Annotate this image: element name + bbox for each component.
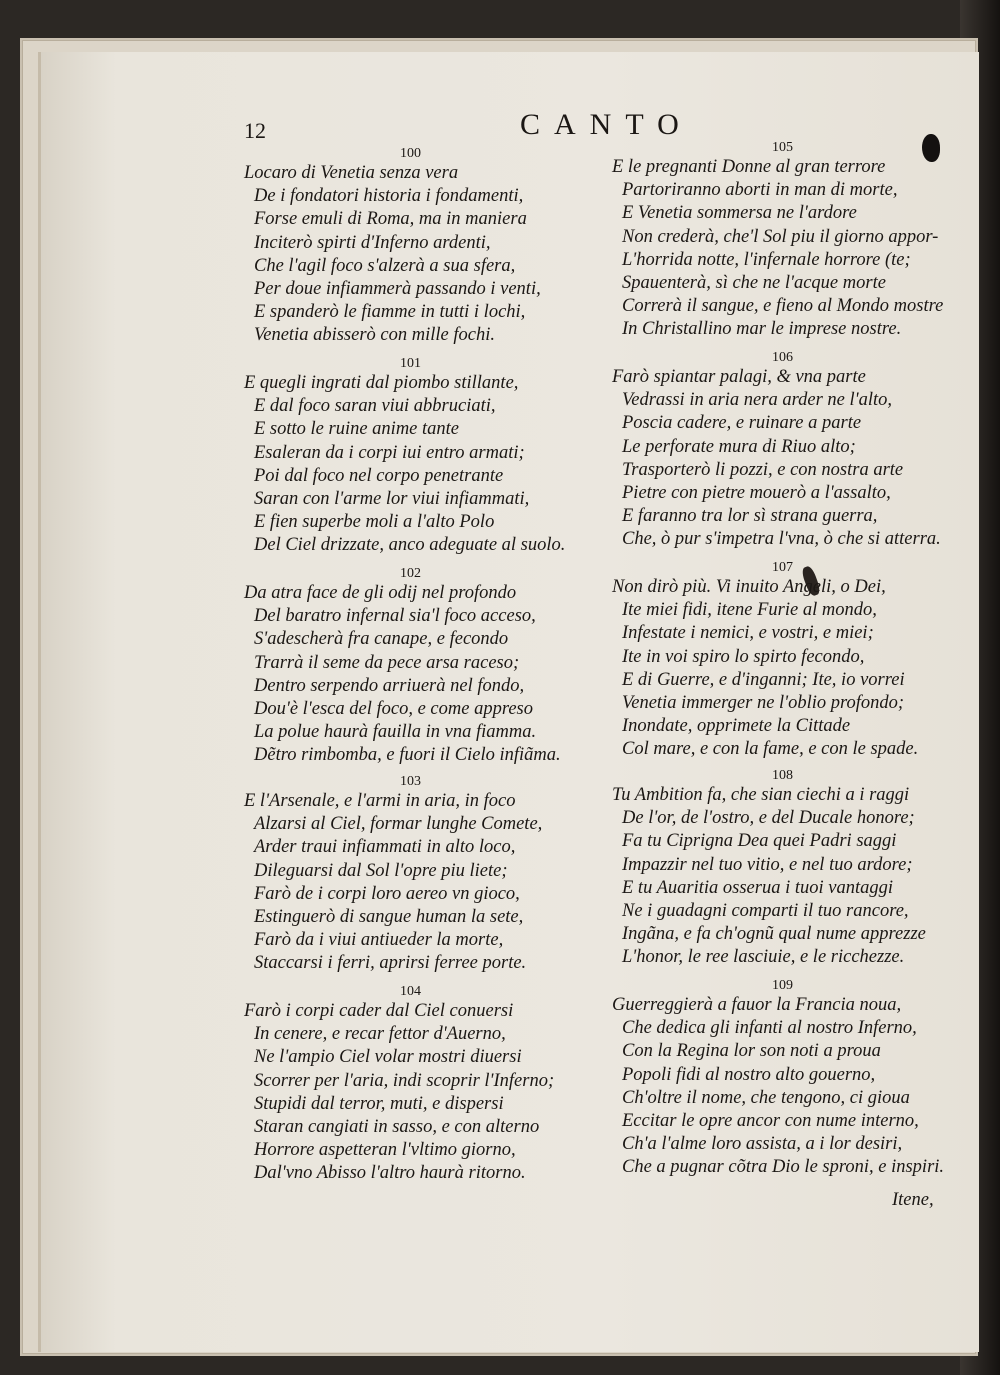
verse-line: Con la Regina lor son noti a proua <box>622 1041 881 1062</box>
verse-line: E spanderò le fiamme in tutti i lochi, <box>254 302 526 323</box>
verse-line: Infestate i nemici, e vostri, e miei; <box>622 623 874 644</box>
verse-line: E tu Auaritia osserua i tuoi vantaggi <box>622 877 893 898</box>
verse-line: Farò i corpi cader dal Ciel conuersi <box>244 1001 514 1021</box>
verse-line: Alzarsi al Ciel, formar lunghe Comete, <box>254 814 543 835</box>
verse-line: Venetia immerger ne l'oblio profondo; <box>622 693 905 713</box>
verse-line: Inciterò spirti d'Inferno ardenti, <box>254 232 491 253</box>
verse-line: Non crederà, che'l Sol piu il giorno appor- <box>622 226 939 247</box>
verse-line: Esaleran da i corpi iui entro armati; <box>254 442 525 463</box>
stanza-number: 105 <box>772 140 793 155</box>
verse-line: Del Ciel drizzate, anco adeguate al suolo. <box>254 535 566 556</box>
verse-line: Arder traui infiammati in alto loco, <box>254 837 516 858</box>
verse-line: Ite in voi spiro lo spirto fecondo, <box>622 646 865 667</box>
stanza-number: 102 <box>400 566 421 581</box>
stanza-number: 106 <box>772 350 793 365</box>
verse-line: Per doue infiammerà passando i venti, <box>254 279 541 299</box>
verse-line: Ne i guadagni comparti il tuo rancore, <box>622 901 909 921</box>
stanza-number: 103 <box>400 774 421 789</box>
stanza-number: 109 <box>772 978 793 993</box>
stanza-number: 104 <box>400 984 421 999</box>
verse-line: E quegli ingrati dal piombo stillante, <box>244 373 519 393</box>
verse-line: E faranno tra lor sì strana guerra, <box>622 506 878 527</box>
verse-line: In cenere, e recar fettor d'Auerno, <box>254 1024 506 1045</box>
verse-line: Col mare, e con la fame, e con le spade. <box>622 739 919 760</box>
catchword: Itene, <box>892 1190 934 1210</box>
verse-line: Tu Ambition fa, che sian ciechi a i raggi <box>612 785 910 805</box>
verse-line: Trasporterò li pozzi, e con nostra arte <box>622 459 904 480</box>
verse-line: E le pregnanti Donne al gran terrore <box>612 157 886 177</box>
verse-line: Correrà il sangue, e fieno al Mondo mostre <box>622 296 944 317</box>
verse-line: Staccarsi i ferri, aprirsi ferree porte. <box>254 953 527 974</box>
verse-line: Ne l'ampio Ciel volar mostri diuersi <box>254 1047 522 1068</box>
verse-line: Ch'oltre il nome, che tengono, ci gioua <box>622 1087 910 1108</box>
verse-line: Scorrer per l'aria, indi scoprir l'Inferno; <box>254 1070 555 1091</box>
verse-line: Stupidi dal terror, muti, e dispersi <box>254 1093 504 1114</box>
verse-line: Non dirò più. Vi inuito Angeli, o Dei, <box>612 577 886 597</box>
verse-line: Dal'vno Abisso l'altro haurà ritorno. <box>254 1163 526 1184</box>
verse-line: Farò de i corpi loro aereo vn gioco, <box>254 883 520 904</box>
verse-line: Pietre con pietre mouerò a l'assalto, <box>622 483 891 503</box>
stanza-number: 100 <box>400 146 421 161</box>
verse-line: E Venetia sommersa ne l'ardore <box>622 203 857 224</box>
verse-line: Ingãna, e fa ch'ognũ qual nume apprezze <box>622 924 926 945</box>
verse-line: Locaro di Venetia senza vera <box>244 163 459 183</box>
verse-line: Guerreggierà a fauor la Francia noua, <box>612 995 902 1015</box>
verse-line: Dẽtro rimbomba, e fuori il Cielo infiãma. <box>254 745 561 766</box>
verse-line: La polue haurà fauilla in vna fiamma. <box>254 722 537 743</box>
verse-line: De i fondatori historia i fondamenti, <box>254 186 524 207</box>
verse-line: Da atra face de gli odij nel profondo <box>244 583 517 603</box>
verse-line: Poi dal foco nel corpo penetrante <box>254 465 504 486</box>
verse-line: E dal foco saran viui abbruciati, <box>254 396 496 417</box>
verse-line: Del baratro infernal sia'l foco acceso, <box>254 606 536 627</box>
verse-line: Farò da i viui antiueder la morte, <box>254 930 504 951</box>
verse-line: L'horrida notte, l'infernale horrore (te; <box>622 249 911 270</box>
verse-line: Dou'è l'esca del foco, e come appreso <box>254 699 533 719</box>
stanza-number: 107 <box>772 560 793 575</box>
verse-line: E l'Arsenale, e l'armi in aria, in foco <box>244 791 516 811</box>
verse-line: Venetia abisserò con mille fochi. <box>254 325 495 346</box>
page-number: 12 <box>244 118 266 143</box>
verse-line: Staran cangiati in sasso, e con alterno <box>254 1117 540 1137</box>
verse-line: Dentro serpendo arriuerà nel fondo, <box>254 675 525 696</box>
verse-line: L'honor, le ree lasciuie, e le ricchezze. <box>622 947 905 968</box>
verse-line: Ch'a l'alme loro assista, a i lor desiri, <box>622 1134 903 1155</box>
verse-line: Inondate, opprimete la Cittade <box>622 716 851 737</box>
running-head: CANTO <box>520 108 693 141</box>
ink-blot <box>922 134 940 162</box>
verse-line: Estinguerò di sangue human la sete, <box>254 907 524 927</box>
verse-line: Trarrà il seme da pece arsa raceso; <box>254 652 520 673</box>
verse-line: In Christallino mar le imprese nostre. <box>622 319 902 340</box>
verse-line: S'adescherà fra canape, e fecondo <box>254 629 509 650</box>
verse-line: Saran con l'arme lor viui infiammati, <box>254 489 530 509</box>
verse-line: Popoli fidi al nostro alto gouerno, <box>622 1064 876 1085</box>
verse-line: Che a pugnar cõtra Dio le sproni, e inspiri. <box>622 1157 945 1178</box>
verse-line: Le perforate mura di Riuo alto; <box>622 436 856 457</box>
verse-line: E fien superbe moli a l'alto Polo <box>254 512 495 533</box>
verse-line: E sotto le ruine anime tante <box>254 419 460 440</box>
verse-line: Vedrassi in aria nera arder ne l'alto, <box>622 390 892 411</box>
verse-line: Farò spiantar palagi, & vna parte <box>612 367 866 387</box>
verse-line: Spauenterà, sì che ne l'acque morte <box>622 273 886 293</box>
verse-line: Che dedica gli infanti al nostro Inferno, <box>622 1018 917 1039</box>
verse-line: Fa tu Ciprigna Dea quei Padri saggi <box>622 831 897 852</box>
verse-line: Partoriranno aborti in man di morte, <box>622 180 898 201</box>
verse-line: Dileguarsi dal Sol l'opre piu liete; <box>254 860 508 881</box>
verse-line: Impazzir nel tuo vitio, e nel tuo ardore; <box>622 854 913 875</box>
verse-line: Che l'agil foco s'alzerà a sua sfera, <box>254 255 516 276</box>
verse-line: E di Guerre, e d'inganni; Ite, io vorrei <box>622 669 905 690</box>
verse-line: Horrore aspetteran l'vltimo giorno, <box>254 1140 516 1161</box>
verse-line: Eccitar le opre ancor con nume interno, <box>622 1111 919 1131</box>
verse-line: Ite miei fidi, itene Furie al mondo, <box>622 600 877 621</box>
verse-line: De l'or, de l'ostro, e del Ducale honore; <box>622 808 915 829</box>
verse-line: Che, ò pur s'impetra l'vna, ò che si atterra. <box>622 529 941 550</box>
stanza-number: 108 <box>772 768 793 783</box>
stanza-number: 101 <box>400 356 421 371</box>
verse-line: Poscia cadere, e ruinare a parte <box>622 413 862 434</box>
verse-line: Forse emuli di Roma, ma in maniera <box>254 209 527 230</box>
